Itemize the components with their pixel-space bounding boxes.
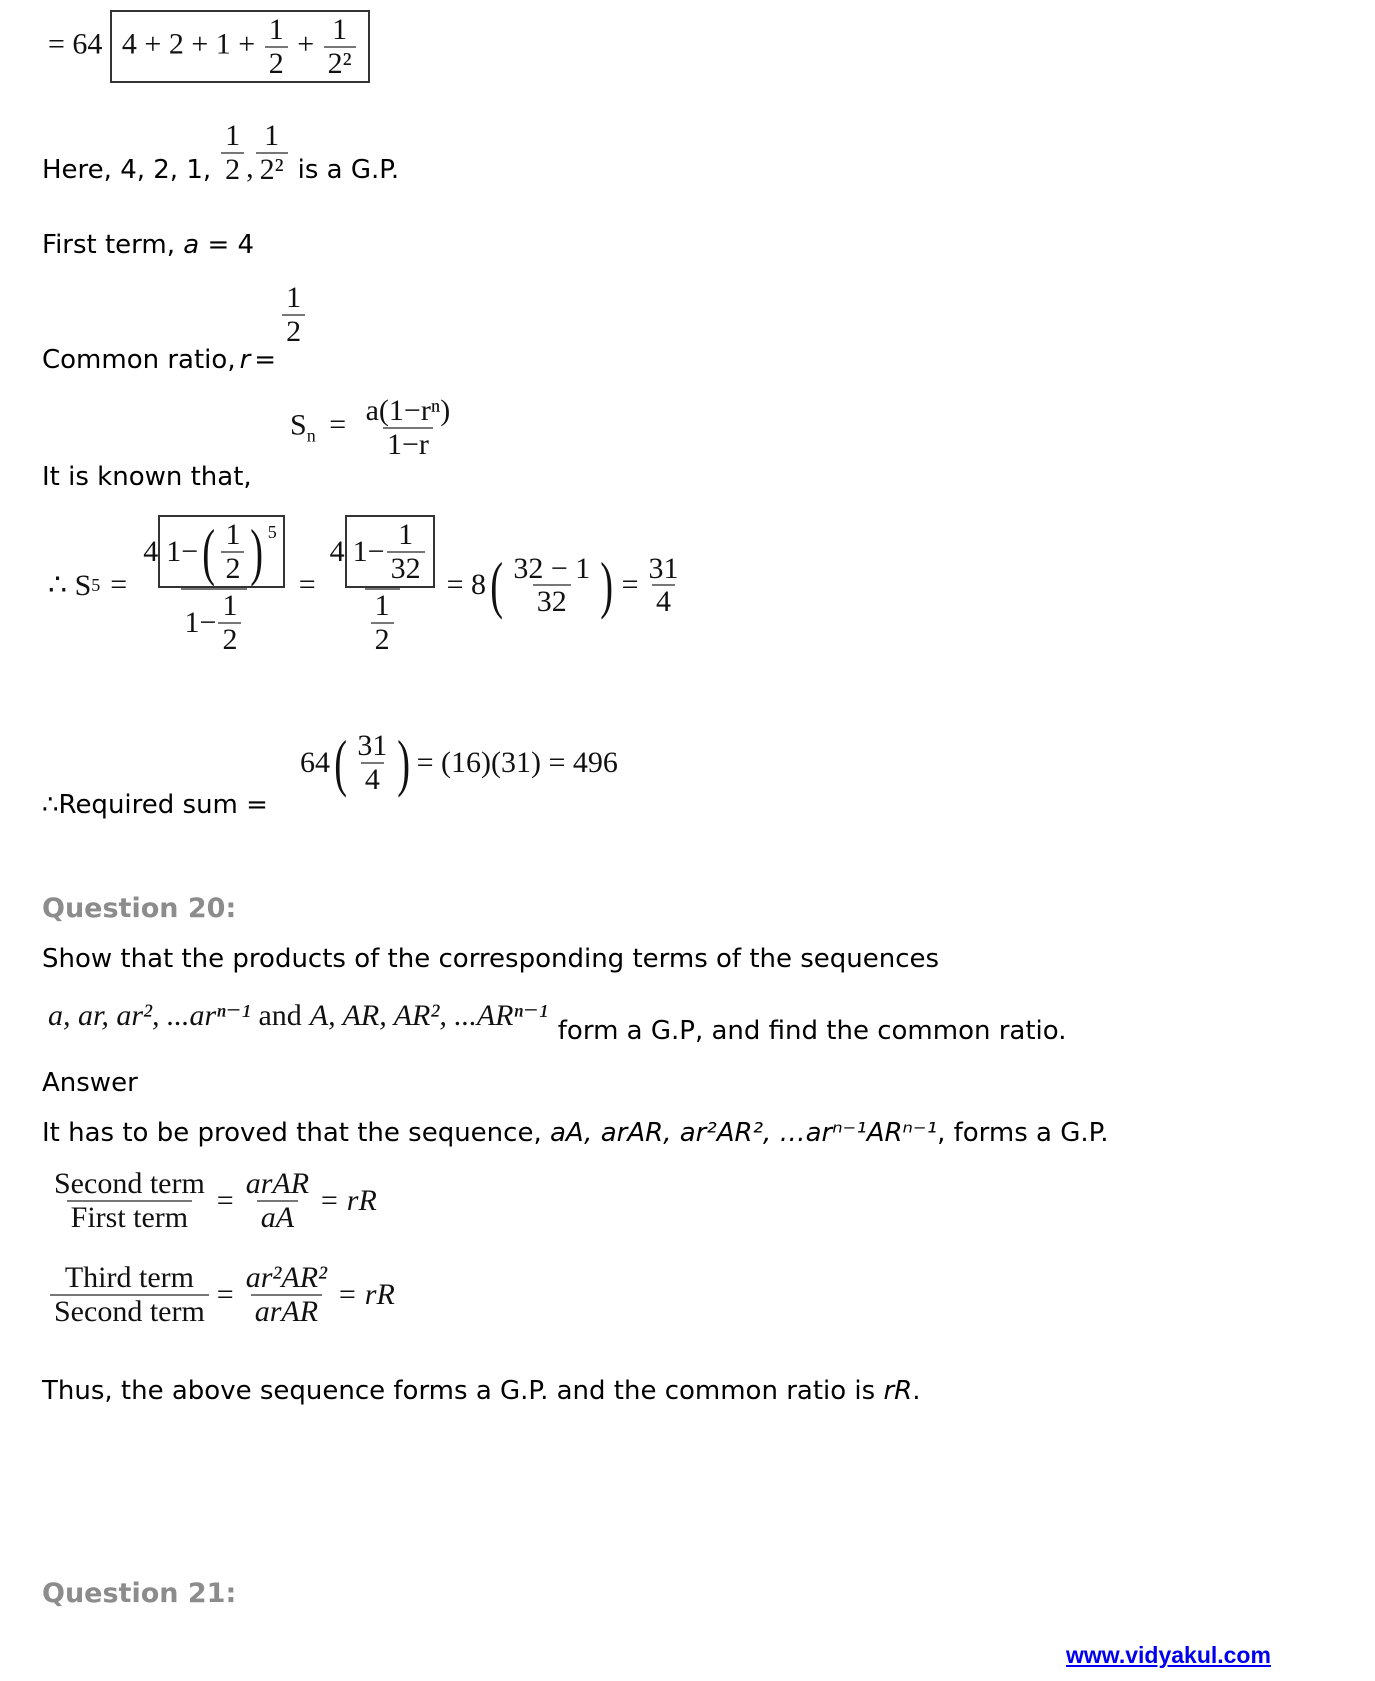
- fraction-half: $\frac{1}{2}$: [221, 120, 244, 185]
- sum-prefix: = 64: [48, 27, 103, 61]
- gp-statement: Here, 4, 2, 1, $\frac{1}{2}$ , $\frac{1}{\text{2²}}$ is a G.P.: [42, 119, 400, 186]
- required-sum-expression: 64 ( $\frac{31}{4}$ ) = (16)(31) = 496: [300, 726, 618, 798]
- s5-result: $\frac{31}{4}$: [648, 551, 679, 618]
- formula-fraction: $\frac{\text{a(1−rⁿ)}}{1-r}$: [365, 394, 451, 461]
- sum-bracket: 4 + 2 + 1 + $\frac{1}{2}$ + $\frac{1}{\text{2²}}$: [110, 10, 370, 83]
- question-20-text: Show that the products of the corresponding terms of the sequences: [42, 944, 940, 974]
- sum-expression: [48, 10, 370, 83]
- ratio-third-over-second: $\frac{\text{Third term}}{\text{Second term}}$ = $\frac{\text{ar²AR²}}{\text{arAR}}$ = rR: [48, 1262, 395, 1327]
- question-21-heading: Question 21:: [42, 1578, 237, 1609]
- s5-step1: 4 1− ( $\frac{1}{2}$ ) $^5$ 1− $\frac{1}{2}$: [139, 515, 289, 655]
- known-label: It is known that,: [42, 462, 252, 492]
- s5-step2: 4 1− $\frac{1}{32}$ $\frac{1}{2}$: [326, 515, 439, 655]
- required-sum-label: ∴Required sum =: [42, 790, 268, 820]
- question-20-sequences: a, ar, ar², ...arⁿ⁻¹ and A, AR, AR², ...ARⁿ⁻¹ form a G.P, and find the common ratio.: [48, 999, 1067, 1046]
- gp-sum-formula: $S_n$ = $\frac{\text{a(1−rⁿ)}}{1-r}$: [290, 395, 456, 460]
- first-term-line: First term, a = 4: [42, 230, 255, 260]
- ratio-fraction: $\frac{1}{2}$: [282, 282, 305, 347]
- question-20-heading: Question 20:: [42, 893, 237, 924]
- fraction-half: $\frac{1}{2}$: [265, 14, 288, 79]
- conclusion: Thus, the above sequence forms a G.P. and the common ratio is rR.: [42, 1376, 921, 1406]
- sum-terms: 4 + 2 + 1 +: [121, 27, 256, 61]
- fraction-quarter: $\frac{1}{\text{2²}}$: [256, 120, 288, 185]
- vidyakul-link[interactable]: www.vidyakul.com: [1066, 1642, 1271, 1668]
- answer-label: Answer: [42, 1068, 138, 1098]
- s5-computation: ∴ S 5 = 4 1− ( $\frac{1}{2}$ ) $^5$ 1− $\frac{1}{2}$ = 4 1− $\frac{1}{32}$ $\frac{1}{2}$ = 8 ( $\frac{32 - 1}{32}$ ) = $\frac{31}{4}$: [48, 515, 684, 655]
- fraction-quarter: $\frac{1}{\text{2²}}$: [324, 14, 356, 79]
- s5-step3: $\frac{32 - 1}{32}$: [513, 551, 591, 618]
- proof-intro: It has to be proved that the sequence, aA, arAR, ar²AR², …arⁿ⁻¹ARⁿ⁻¹, forms a G.P.: [42, 1118, 1109, 1148]
- common-ratio-line: Common ratio, r = $\frac{1}{2}$: [42, 282, 307, 347]
- ratio-second-over-first: $\frac{\text{Second term}}{\text{First term}}$ = $\frac{\text{arAR}}{aA}$ = rR: [54, 1167, 377, 1234]
